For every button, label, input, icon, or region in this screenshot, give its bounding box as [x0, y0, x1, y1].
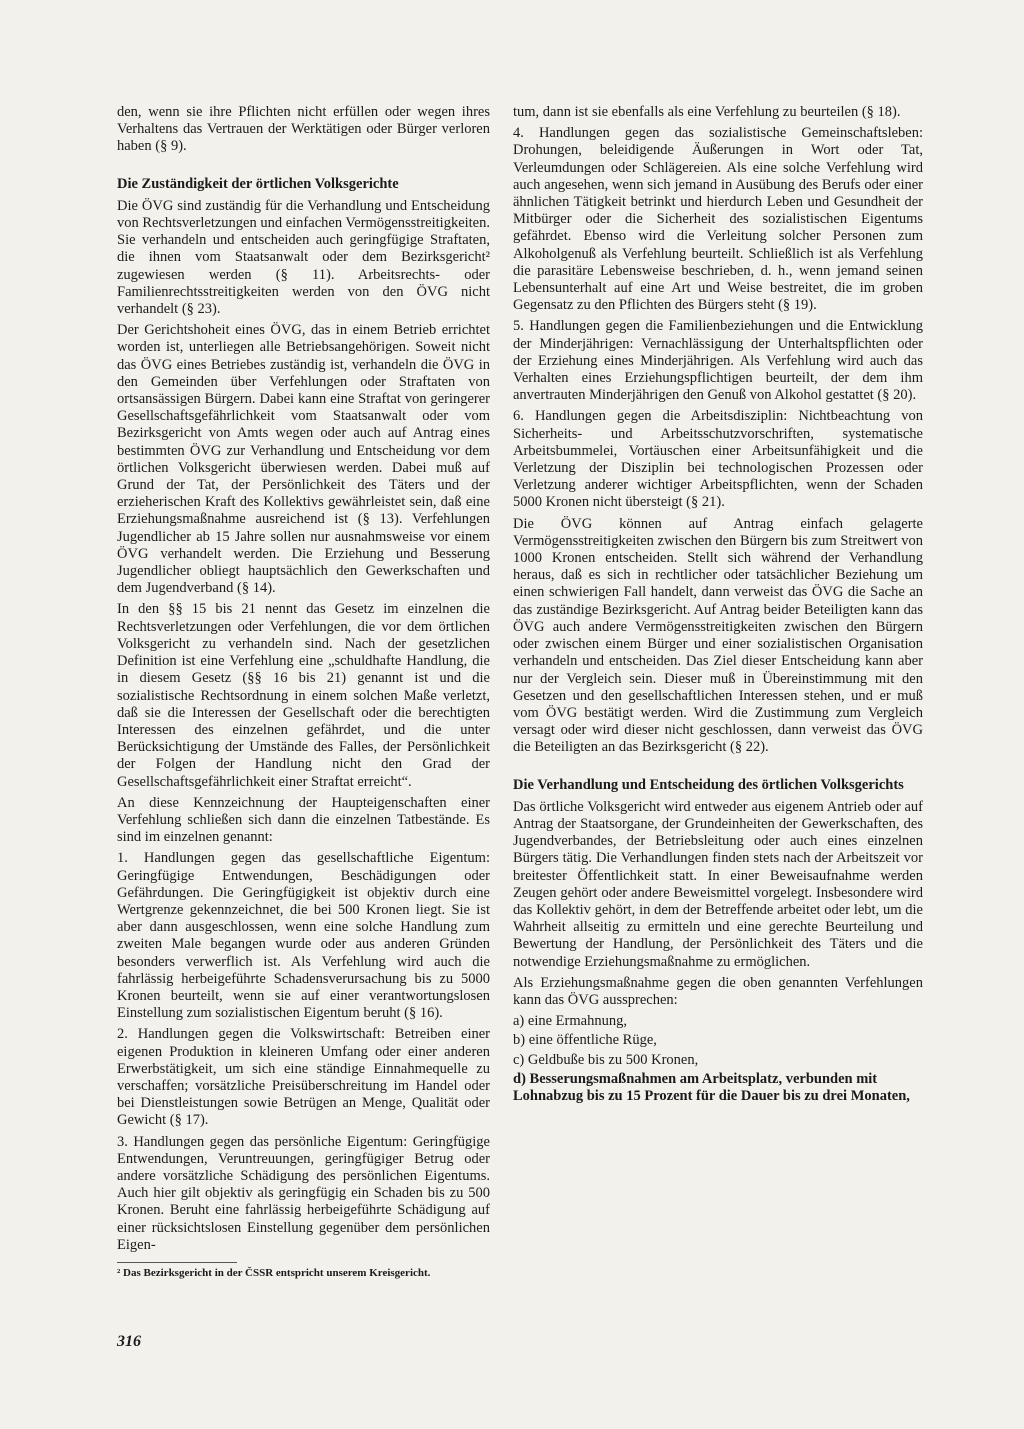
paragraph: Das örtliche Volksgericht wird entweder aus eigenem Antrieb oder auf Antrag der Staatsorgane, der Grundeinheiten der Gewerkschaften, des Jugendverbandes, der Betriebsleitung oder auch eines einzelnen Bürgers tätig. Die Verhandlungen finden stets nach der Arbeitszeit vor breitester Öffentlichkeit statt. In einer Beweisaufnahme werden Zeugen gehört oder andere Beweismittel vorgelegt. Insbesondere wird das Kollektiv gehört, in dem der Betreffende arbeitet oder lebt, um die Wahrheit allseitig zu ermitteln und eine gerechte Beurteilung und Bewertung der Handlung, der Persönlichkeit des Täters und die notwendige Erziehungsmaßnahme zu ermöglichen. [513, 798, 923, 970]
list-item: d) Besserungsmaßnahmen am Arbeitsplatz, verbunden mit Lohnabzug bis zu 15 Prozent für die Dauer bis zu drei Monaten, [513, 1070, 910, 1104]
paragraph: Die ÖVG sind zuständig für die Verhandlung und Entscheidung von Rechtsverletzungen und einfachen Vermögensstreitigkeiten. Sie verhandeln und entscheiden auch geringfügige Straftaten, die ihnen vom Staatsanwalt oder dem Bezirksgericht² zugewiesen werden (§ 11). Arbeitsrechts- oder Familienrechtsstreitigkeiten werden von den ÖVG nicht verhandelt (§ 23). [117, 197, 490, 318]
paragraph: 4. Handlungen gegen das sozialistische Gemeinschaftsleben: Drohungen, beleidigende Äußerungen in Wort oder Tat, Verleumdungen oder Schlägereien. Als eine solche Verfehlung wird auch angesehen, wenn sich jemand in Ausübung des Berufs oder einer ähnlichen Tätigkeit betrinkt und hierdurch Leben und Gesundheit der Mitbürger oder die Sicherheit des sozialistischen Eigentums gefährdet. Ebenso wird die Verleitung solcher Personen zum Alkoholgenuß als Verfehlung beurteilt. Schließlich ist als Verfehlung die parasitäre Lebensweise beschrieben, d. h., wenn jemand seinen Lebensunterhalt auf eine Art und Weise bestreitet, die im groben Gegensatz zu den Pflichten des Bürgers steht (§ 19). [513, 125, 923, 314]
paragraph: Der Gerichtshoheit eines ÖVG, das in einem Betrieb errichtet worden ist, unterliegen alle Betriebsangehörigen. Soweit nicht das ÖVG eines Betriebes zuständig ist, verhandeln die ÖVG in den Gemeinden über Verfehlungen oder Straftaten von ortsansässigen Bürgern. Dabei kann eine Straftat von geringerer Gesellschaftsgefährlichkeit vom Staatsanwalt oder vom Bezirksgericht von Amts wegen oder auch auf Antrag eines bestimmten ÖVG zur Verhandlung und Entscheidung vor dem örtlichen Volksgericht überwiesen werden. Dabei muß auf Grund der Tat, der Persönlichkeit des Täters und der erzieherischen Kraft des Kollektivs gewährleistet sein, daß eine Erziehungsmaßnahme ausreichend ist (§ 13). Verfehlungen Jugendlicher ab 15 Jahre sollen nur ausnahmsweise vor einem ÖVG verhandelt werden. Die Erziehung und Besserung Jugendlicher obliegt hauptsächlich den Gewerkschaften und dem Jugendverband (§ 14). [117, 322, 490, 597]
measure-list [513, 1013, 923, 1105]
paragraph: In den §§ 15 bis 21 nennt das Gesetz im einzelnen die Rechtsverletzungen oder Verfehlungen, die vor dem örtlichen Volksgericht zu verhandeln sind. Nach der gesetzlichen Definition ist eine Verfehlung eine „schuldhafte Handlung, die in diesem Gesetz (§§ 16 bis 21) genannt ist und die sozialistische Rechtsordnung in einem solchen Maße verletzt, daß sie die Interessen der Gesellschaft oder die berechtigten Interessen des einzelnen gefährdet, und die unter Berücksichtigung der Umstände des Falles, der Persönlichkeit der Folgen der Handlung nicht den Grad der Gesellschaftsgefährlichkeit einer Straftat erreicht“. [117, 601, 490, 790]
paragraph: 2. Handlungen gegen die Volkswirtschaft: Betreiben einer eigenen Produktion in kleineren Umfang oder einer anderen Erwerbstätigkeit, um sich eine ständige Einnahmequelle zu verschaffen; vorsätzliche Preisüberschreitung im Handel oder bei Dienstleistungen sowie Betrügen an Menge, Qualität oder Gewicht (§ 17). [117, 1026, 490, 1129]
section-heading: Die Verhandlung und Entscheidung des örtlichen Volksgerichts [513, 776, 904, 793]
paragraph: den, wenn sie ihre Pflichten nicht erfüllen oder wegen ihres Verhaltens das Vertrauen der Werktätigen oder Bürger verloren haben (§ 9). [117, 104, 490, 155]
footnote-divider [117, 1262, 237, 1263]
page-number: 316 [117, 1333, 141, 1350]
paragraph: Die ÖVG können auf Antrag einfach gelagerte Vermögensstreitigkeiten zwischen den Bürgern bis zum Streitwert von 1000 Kronen entscheiden. Stellt sich während der Verhandlung heraus, daß es sich in rechtlicher oder tatsächlicher Beziehung um einen schwierigen Fall handelt, dann verweist das ÖVG die Sache an das zuständige Bezirksgericht. Auf Antrag beider Beteiligten kann das ÖVG auch andere Vermögensstreitigkeiten zwischen den Bürgern oder zwischen einem Bürger und einer sozialistischen Organisation verhandeln und entscheiden. Das Ziel dieser Entscheidung kann aber nur der Vergleich sein. Dieser muß in Übereinstimmung mit den Gesetzen und den gesellschaftlichen Interessen stehen, und er muß vom ÖVG bestätigt werden. Wird die Zustimmung zum Vergleich versagt oder wird dieser nicht geschlossen, dann verweist das ÖVG die Beteiligten an das Bezirksgericht (§ 22). [513, 515, 923, 756]
paragraph: tum, dann ist sie ebenfalls als eine Verfehlung zu beurteilen (§ 18). [513, 104, 901, 120]
left-column [117, 104, 490, 1284]
paragraph: 3. Handlungen gegen das persönliche Eigentum: Geringfügige Entwendungen, Veruntreuungen, geringfügiger Betrug oder andere vorsätzliche Schädigung des persönlichen Eigentums. Auch hier gilt objektiv als geringfügig ein Schaden bis zu 500 Kronen. Beruht eine fahrlässig herbeigeführte Schädigung auf einer rücksichtslosen Einstellung gegenüber dem persönlichen Eigen- [117, 1133, 490, 1253]
paragraph: Als Erziehungsmaßnahme gegen die oben genannten Verfehlungen kann das ÖVG aussprechen: [513, 974, 923, 1008]
list-item: c) Geldbuße bis zu 500 Kronen, [513, 1051, 699, 1068]
paragraph: 1. Handlungen gegen das gesellschaftliche Eigentum: Geringfügige Entwendungen, Beschädigungen oder Gefährdungen. Die Geringfügigkeit ist objektiv durch eine Wertgrenze gekennzeichnet, die bei 500 Kronen liegt. Sie ist aber dann ausgeschlossen, wenn eine solche Handlung zum zweiten Male begangen wurde oder aus anderen Gründen besonders verwerflich ist. Als Verfehlung wird auch die fahrlässig herbeigeführte Schadensverursachung bis zu 5000 Kronen beurteilt, wenn sie auf einer verantwortungslosen Einstellung zum sozialistischen Eigentum beruht (§ 16). [117, 850, 490, 1022]
list-item: a) eine Ermahnung, [513, 1013, 627, 1030]
list-item: b) eine öffentliche Rüge, [513, 1032, 657, 1049]
footnote: ² Das Bezirksgericht in der ČSSR entspricht unserem Kreisgericht. [117, 1267, 431, 1279]
paragraph: 6. Handlungen gegen die Arbeitsdisziplin: Nichtbeachtung von Sicherheits- und Arbeitsschutzvorschriften, systematische Arbeitsbummelei, Vortäuschen einer Arbeitsunfähigkeit und die Verletzung der Disziplin bei technologischen Prozessen oder Verletzung anderer wichtiger Arbeitspflichten, wenn der Schaden 5000 Kronen nicht übersteigt (§ 21). [513, 408, 923, 511]
section-heading: Die Zuständigkeit der örtlichen Volksgerichte [117, 175, 399, 192]
paragraph: 5. Handlungen gegen die Familienbeziehungen und die Entwicklung der Minderjährigen: Vernachlässigung der Unterhaltspflichten oder der Erziehung eines Minderjährigen. Als Verfehlung wird auch das Verhalten eines Erziehungspflichtigen beurteilt, der dem ihm anvertrauten Minderjährigen den Genuß von Alkohol gestattet (§ 20). [513, 318, 923, 404]
paragraph: An diese Kennzeichnung der Haupteigenschaften einer Verfehlung schließen sich dann die einzelnen Tatbestände. Es sind im einzelnen genannt: [117, 794, 490, 846]
right-column [513, 104, 923, 1107]
